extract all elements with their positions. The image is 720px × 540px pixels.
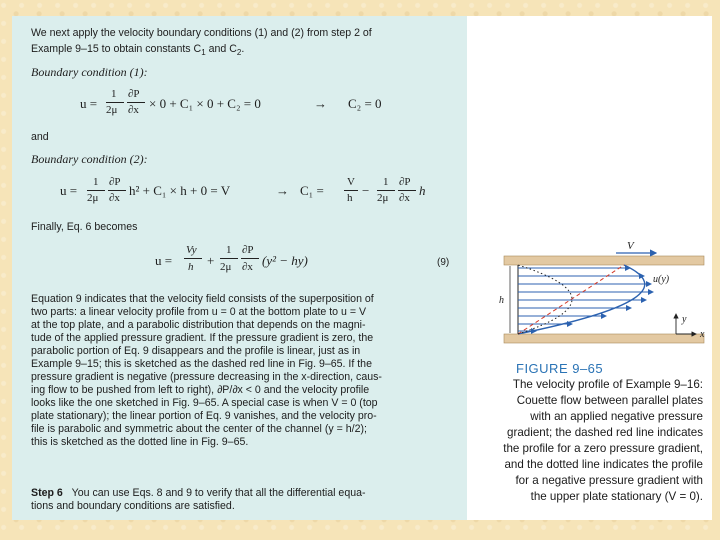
bc1-frac-den: 2μ — [106, 104, 118, 116]
para-line: Equation 9 indicates that the velocity field consists of the superposition of — [31, 293, 374, 305]
para-line: looks like the one sketched in Fig. 9–65. A special case is when V = 0 (top — [31, 397, 378, 409]
para-line: two parts: a linear velocity profile from u = 0 at the bottom plate to u = V — [31, 306, 367, 318]
finally-text: Finally, Eq. 6 becomes — [31, 221, 138, 233]
bc2-label: Boundary condition (2): — [31, 152, 148, 166]
bc2-lhs: u = — [60, 183, 78, 198]
eq9-number: (9) — [437, 257, 450, 268]
label-h: h — [499, 295, 504, 306]
caption-line: and the dotted line indicates the profile — [504, 458, 703, 471]
bc1-dp-den: ∂x — [128, 104, 139, 116]
eq9-frac-den: 2μ — [220, 261, 232, 273]
bc2-tail: h — [419, 183, 426, 198]
intro-line-2: Example 9–15 to obtain constants $C_1$ and $C_2$. — [31, 43, 245, 58]
caption-line: for a negative pressure gradient with — [515, 474, 703, 487]
bc2-c1: C₁ = — [300, 183, 324, 198]
eq9-dp-num: ∂P — [242, 244, 254, 256]
bc2-frac-num: 1 — [93, 176, 99, 188]
caption-line: the upper plate stationary (V = 0). — [530, 490, 703, 503]
para-line: parabolic portion of Eq. 9 disappears and the profile is linear, just as in — [31, 345, 361, 357]
para-line: pressure gradient is negative (pressure decreasing in the x-direction, caus- — [31, 371, 382, 383]
bc2-dp-den: ∂x — [109, 192, 120, 204]
bc1-arrow: → — [314, 96, 327, 111]
label-u-of-y: u(y) — [653, 274, 670, 285]
caption-line: Couette flow between parallel plates — [516, 394, 703, 407]
eq9-vy-den: h — [188, 261, 194, 273]
para-line: ing flow to be pushed from left to right), ∂P/∂x < 0 and the velocity profile — [31, 384, 370, 396]
eq9-frac-num: 1 — [226, 244, 232, 256]
bc2-arrow: → — [276, 183, 289, 198]
para-line: tude of the applied pressure gradient. If the pressure gradient is zero, the — [31, 332, 374, 344]
step6-line-2: tions and boundary conditions are satisfied. — [31, 500, 235, 512]
bc2-frac-den-2: 2μ — [377, 192, 389, 204]
eq9-lhs: u = — [155, 253, 173, 268]
figure-title: FIGURE 9–65 — [516, 361, 604, 376]
caption-line: The velocity profile of Example 9–16: — [512, 378, 703, 391]
bc1-result: C₂ = 0 — [348, 96, 382, 111]
label-x: x — [700, 329, 705, 340]
label-V: V — [627, 240, 634, 252]
para-line: plate stationary); the linear portion of Eq. 9 vanishes, and the velocity pro- — [31, 410, 377, 422]
bc2-v-num: V — [347, 176, 355, 188]
bc2-rest: h² + C₁ × h + 0 = V — [129, 183, 231, 198]
para-line: file is parabolic and symmetric about the center of the channel (y = h/2); — [31, 423, 367, 435]
couette-flow-figure — [496, 238, 712, 356]
eq9-vy-num: Vy — [186, 244, 197, 256]
step6-line-1: Step 6 You can use Eqs. 8 and 9 to verify that all the differential equa- — [31, 487, 366, 499]
para-line: Example 9–15; this is sketched as the dashed red line in Fig. 9–65. If the — [31, 358, 372, 370]
top-plate — [504, 256, 704, 265]
caption-line: with an applied negative pressure — [530, 410, 703, 423]
eq9-plus: + — [207, 253, 215, 268]
para-line: this is sketched as the dotted line in Fig. 9–65. — [31, 436, 249, 448]
bottom-plate — [504, 334, 704, 343]
caption-line: gradient; the dashed red line indicates — [507, 426, 703, 439]
bc1-lhs: u = — [80, 96, 98, 111]
intro-line-1: We next apply the velocity boundary conditions (1) and (2) from step 2 of — [31, 27, 372, 39]
para-line: at the top plate, and a parabolic distribution that depends on the magni- — [31, 319, 366, 331]
bc2-frac-num-2: 1 — [383, 176, 389, 188]
bc2-dp-den-2: ∂x — [399, 192, 410, 204]
bc1-frac-num: 1 — [111, 88, 117, 100]
caption-line: the profile for a zero pressure gradient, — [503, 442, 703, 455]
bc1-label: Boundary condition (1): — [31, 65, 148, 79]
eq9-paren: (y² − hy) — [262, 253, 308, 268]
bc1-dp-num: ∂P — [128, 88, 140, 100]
bc2-frac-den: 2μ — [87, 192, 99, 204]
bc1-rest: × 0 + C₁ × 0 + C₂ = 0 — [149, 96, 261, 111]
label-y: y — [682, 314, 687, 325]
bc2-dp-num: ∂P — [109, 176, 121, 188]
eq9-dp-den: ∂x — [242, 261, 253, 273]
and-word: and — [31, 131, 49, 143]
bc2-minus: − — [362, 183, 370, 198]
bc2-dp-num-2: ∂P — [399, 176, 411, 188]
bc2-v-den: h — [347, 192, 353, 204]
